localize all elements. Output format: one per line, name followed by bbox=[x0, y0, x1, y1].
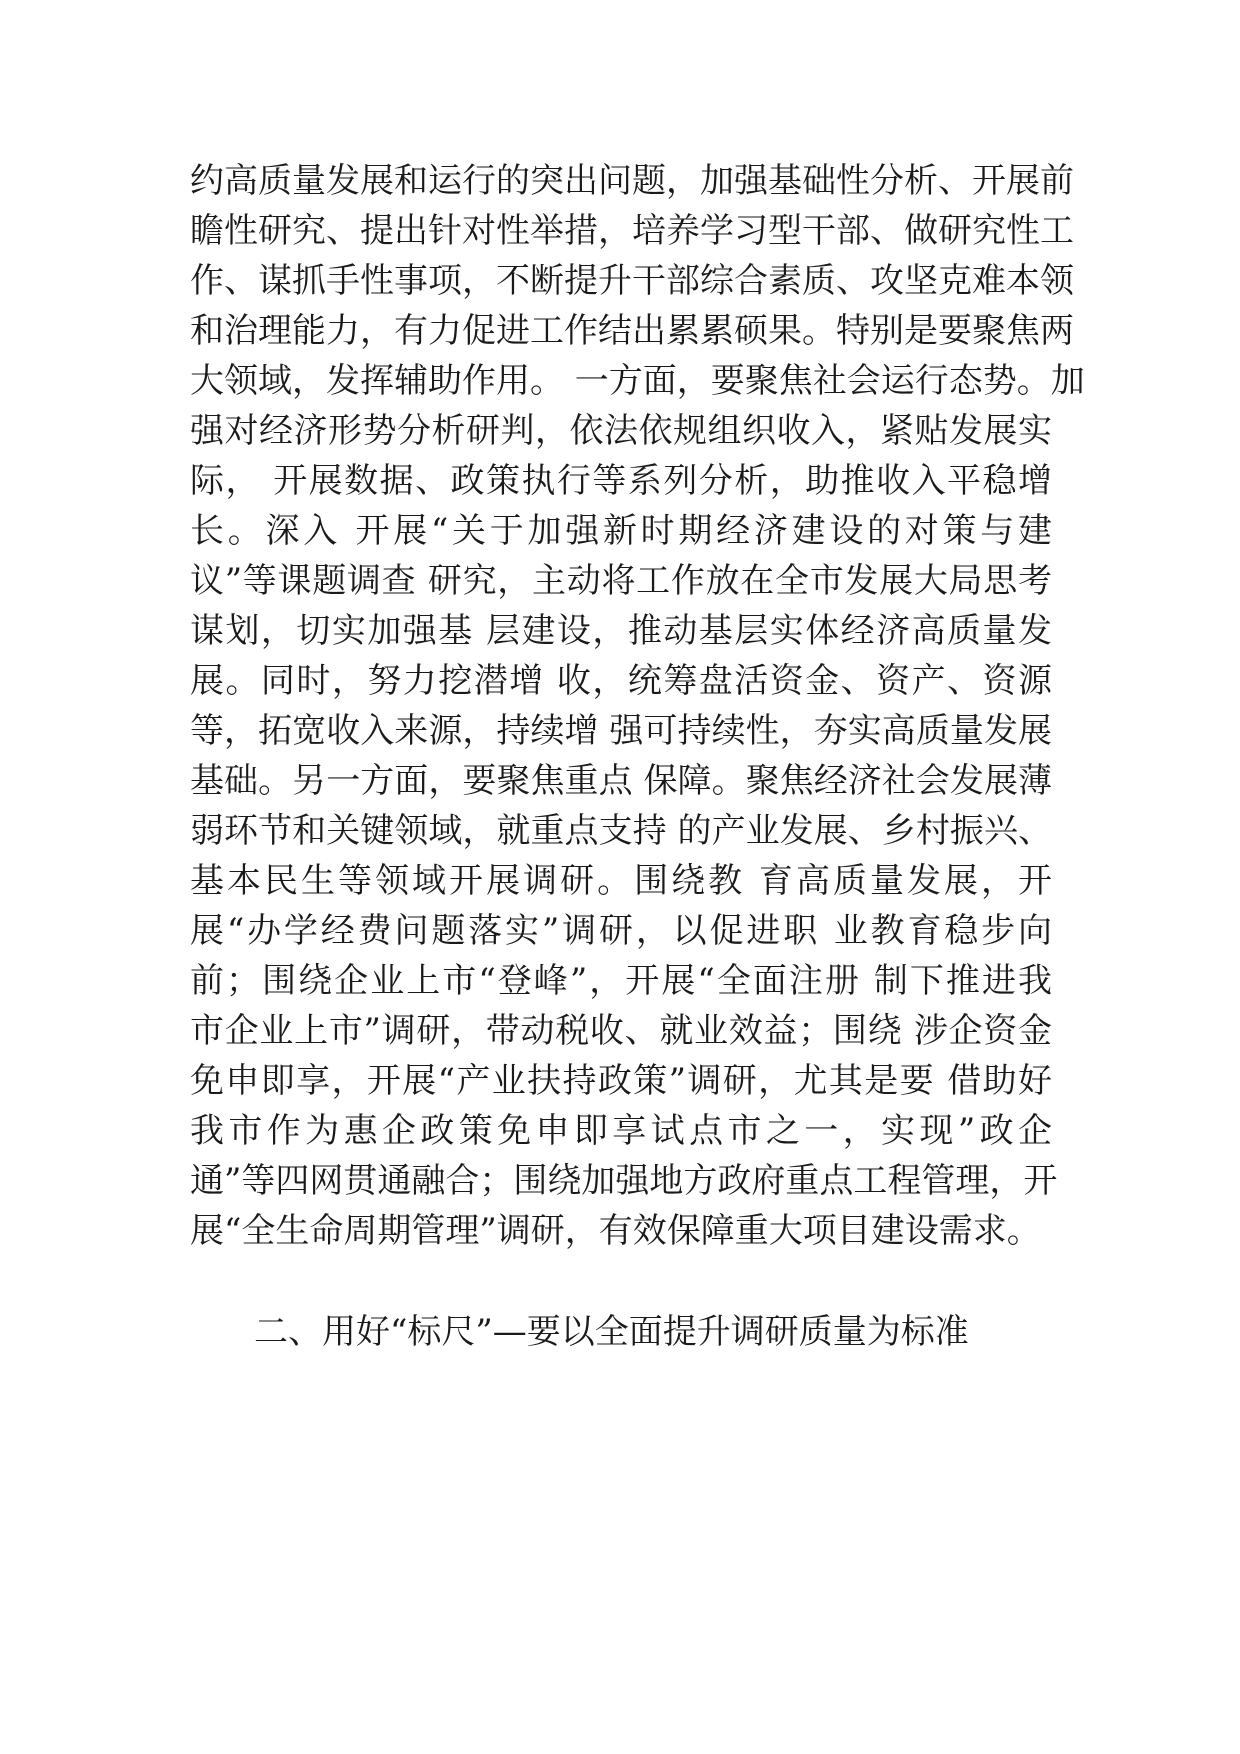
paragraph-line: 基础。另一方面，要聚焦重点 保障。聚焦经济社会发展薄 bbox=[190, 761, 1052, 801]
paragraph-line: 谋划，切实加强基 层建设，推动基层实体经济高质量发 bbox=[190, 611, 1052, 651]
paragraph-line: 基本民生等领域开展调研。围绕教 育高质量发展，开 bbox=[190, 861, 1052, 901]
paragraph-line: 际， 开展数据、政策执行等系列分析，助推收入平稳增 bbox=[190, 461, 1052, 501]
paragraph-line: 和治理能力，有力促进工作结出累累硕果。特别是要聚焦两 bbox=[190, 311, 1074, 351]
paragraph-line: 议”等课题调查 研究，主动将工作放在全市发展大局思考 bbox=[190, 561, 1052, 601]
paragraph-line: 通”等四网贯通融合；围绕加强地方政府重点工程管理，开 bbox=[190, 1161, 1058, 1201]
paragraph-line: 市企业上市”调研，带动税收、就业效益；围绕 涉企资金 bbox=[190, 1011, 1052, 1051]
paragraph-line: 强对经济形势分析研判，依法依规组织收入，紧贴发展实 bbox=[190, 411, 1052, 451]
paragraph-line: 免申即享，开展“产业扶持政策”调研，尤其是要 借助好 bbox=[190, 1061, 1052, 1101]
paragraph-line: 展“全生命周期管理”调研，有效保障重大项目建设需求。 bbox=[190, 1211, 1041, 1251]
paragraph-line: 长。深入 开展“关于加强新时期经济建设的对策与建 bbox=[190, 511, 1052, 551]
paragraph-line: 弱环节和关键领域，就重点支持 的产业发展、乡村振兴、 bbox=[190, 811, 1052, 851]
paragraph-line: 等，拓宽收入来源，持续增 强可持续性，夯实高质量发展 bbox=[190, 711, 1052, 751]
paragraph-line: 瞻性研究、提出针对性举措，培养学习型干部、做研究性工 bbox=[190, 211, 1074, 251]
paragraph-line: 约高质量发展和运行的突出问题，加强基础性分析、开展前 bbox=[190, 161, 1074, 201]
paragraph-line: 展。同时，努力挖潜增 收，统筹盘活资金、资产、资源 bbox=[190, 661, 1052, 701]
body-paragraph bbox=[190, 156, 1085, 1256]
paragraph-line: 大领域，发挥辅助作用。 一方面，要聚焦社会运行态势。加 bbox=[190, 361, 1085, 401]
section-heading: 二、用好“标尺”—要以全面提升调研质量为标准 bbox=[254, 1312, 969, 1352]
paragraph-line: 前；围绕企业上市“登峰”，开展“全面注册 制下推进我 bbox=[190, 961, 1052, 1001]
paragraph-line: 我市作为惠企政策免申即享试点市之一，实现”政企 bbox=[190, 1111, 1052, 1151]
paragraph-line: 作、谋抓手性事项，不断提升干部综合素质、攻坚克难本领 bbox=[190, 261, 1074, 301]
paragraph-line: 展“办学经费问题落实”调研，以促进职 业教育稳步向 bbox=[190, 911, 1052, 951]
